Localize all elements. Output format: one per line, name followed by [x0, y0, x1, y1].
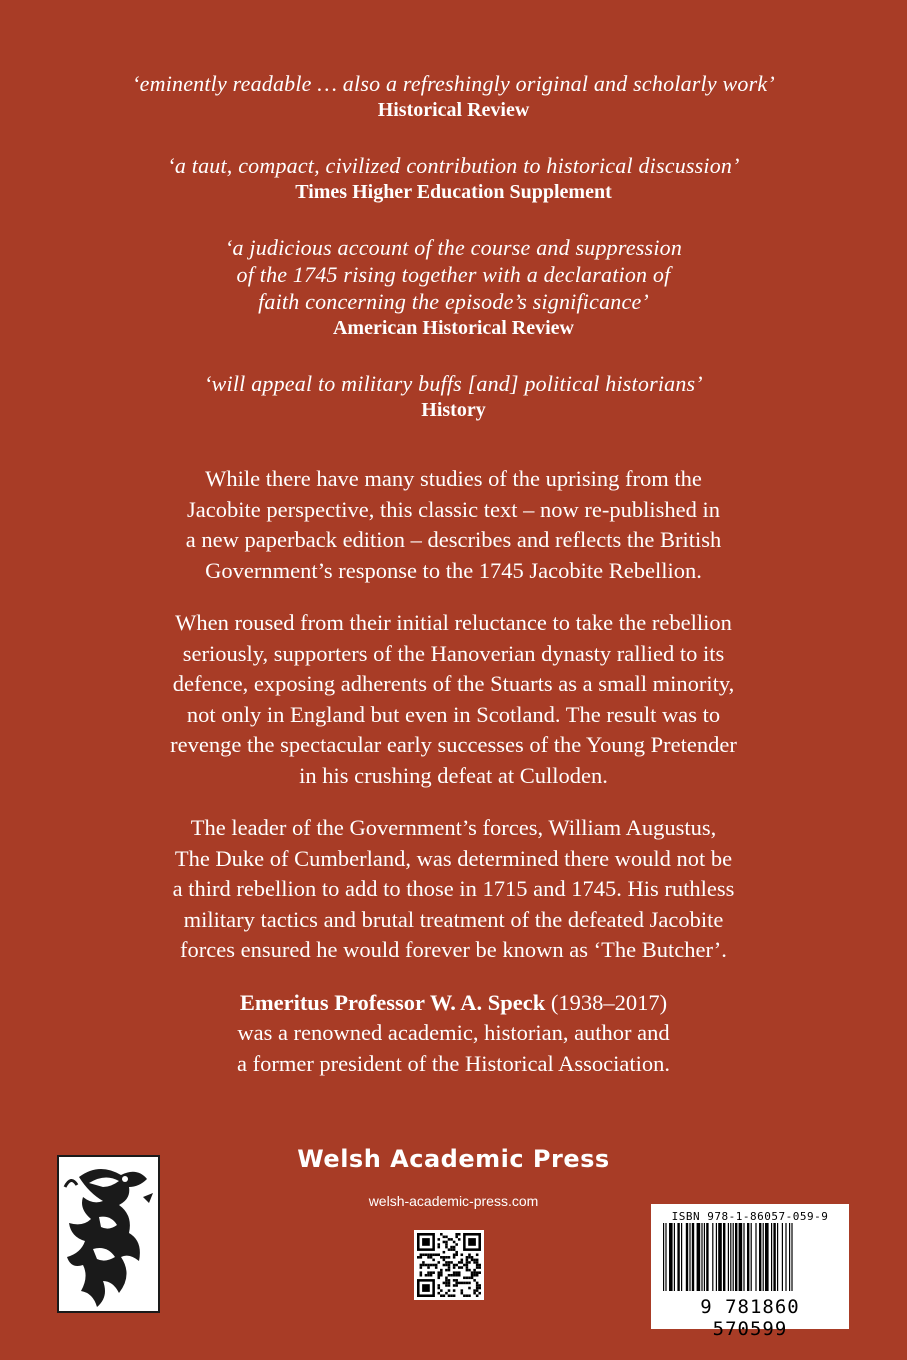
blurb — [60, 464, 847, 1079]
blurb-paragraph: When roused from their initial reluctance to take the rebellion seriously, supporters of the Hanoverian dynasty rallied to its defence, exposing adherents of the Stuarts as a small minority, not only in England but even in Scotland. The result was to revenge the spectacular early successes of the Young Pretender in his crushing defeat at Culloden. — [170, 610, 737, 788]
review-quotes — [0, 70, 907, 452]
publisher-website[interactable]: welsh-academic-press.com — [368, 1193, 539, 1209]
quote-text: ‘will appeal to military buffs [and] political historians’ — [204, 371, 703, 396]
review-quote — [0, 234, 907, 342]
blurb-paragraph: The leader of the Government’s forces, William Augustus, The Duke of Cumberland, was determined there would not be a third rebellion to add to those in 1715 and 1745. His ruthless military tactics and brutal treatment of the defeated Jacobite forces ensured he would forever be known as ‘The Butcher’. — [172, 815, 735, 962]
review-quote — [0, 70, 907, 124]
blurb-paragraph: While there have many studies of the uprising from the Jacobite perspective, this classic text – now re-published in a new paperback edition – describes and reflects the British Government’s response to the 1745 Jacobite Rebellion. — [185, 466, 722, 583]
quote-source: History — [421, 399, 486, 421]
qr-code-icon — [414, 1230, 484, 1300]
author-bio — [60, 988, 847, 1080]
quote-source: American Historical Review — [332, 317, 575, 339]
publisher-name: Welsh Academic Press — [297, 1145, 610, 1173]
review-quote — [0, 370, 907, 424]
author-bio-text: was a renowned academic, historian, author and a former president of the Historical Association. — [236, 1020, 670, 1076]
author-name: Emeritus Professor W. A. Speck — [239, 989, 546, 1015]
barcode-digits: 9 781860 570599 — [700, 1296, 800, 1340]
quote-source: Times Higher Education Supplement — [295, 181, 612, 203]
isbn-barcode — [651, 1204, 849, 1340]
barcode-bars — [659, 1223, 841, 1293]
review-quote — [0, 152, 907, 206]
quote-text: ‘a judicious account of the course and suppression of the 1745 rising together with a declaration of faith concerning the episode’s significance’ — [224, 235, 683, 314]
quote-text: ‘a taut, compact, civilized contribution to historical discussion’ — [167, 153, 740, 178]
quote-source: Historical Review — [377, 99, 530, 121]
quote-text: ‘eminently readable … also a refreshingly original and scholarly work’ — [132, 71, 775, 96]
author-dates: (1938–2017) — [545, 989, 668, 1015]
dragon-logo-icon — [57, 1155, 160, 1313]
isbn-label: ISBN 978-1-86057-059-9 — [671, 1210, 829, 1223]
